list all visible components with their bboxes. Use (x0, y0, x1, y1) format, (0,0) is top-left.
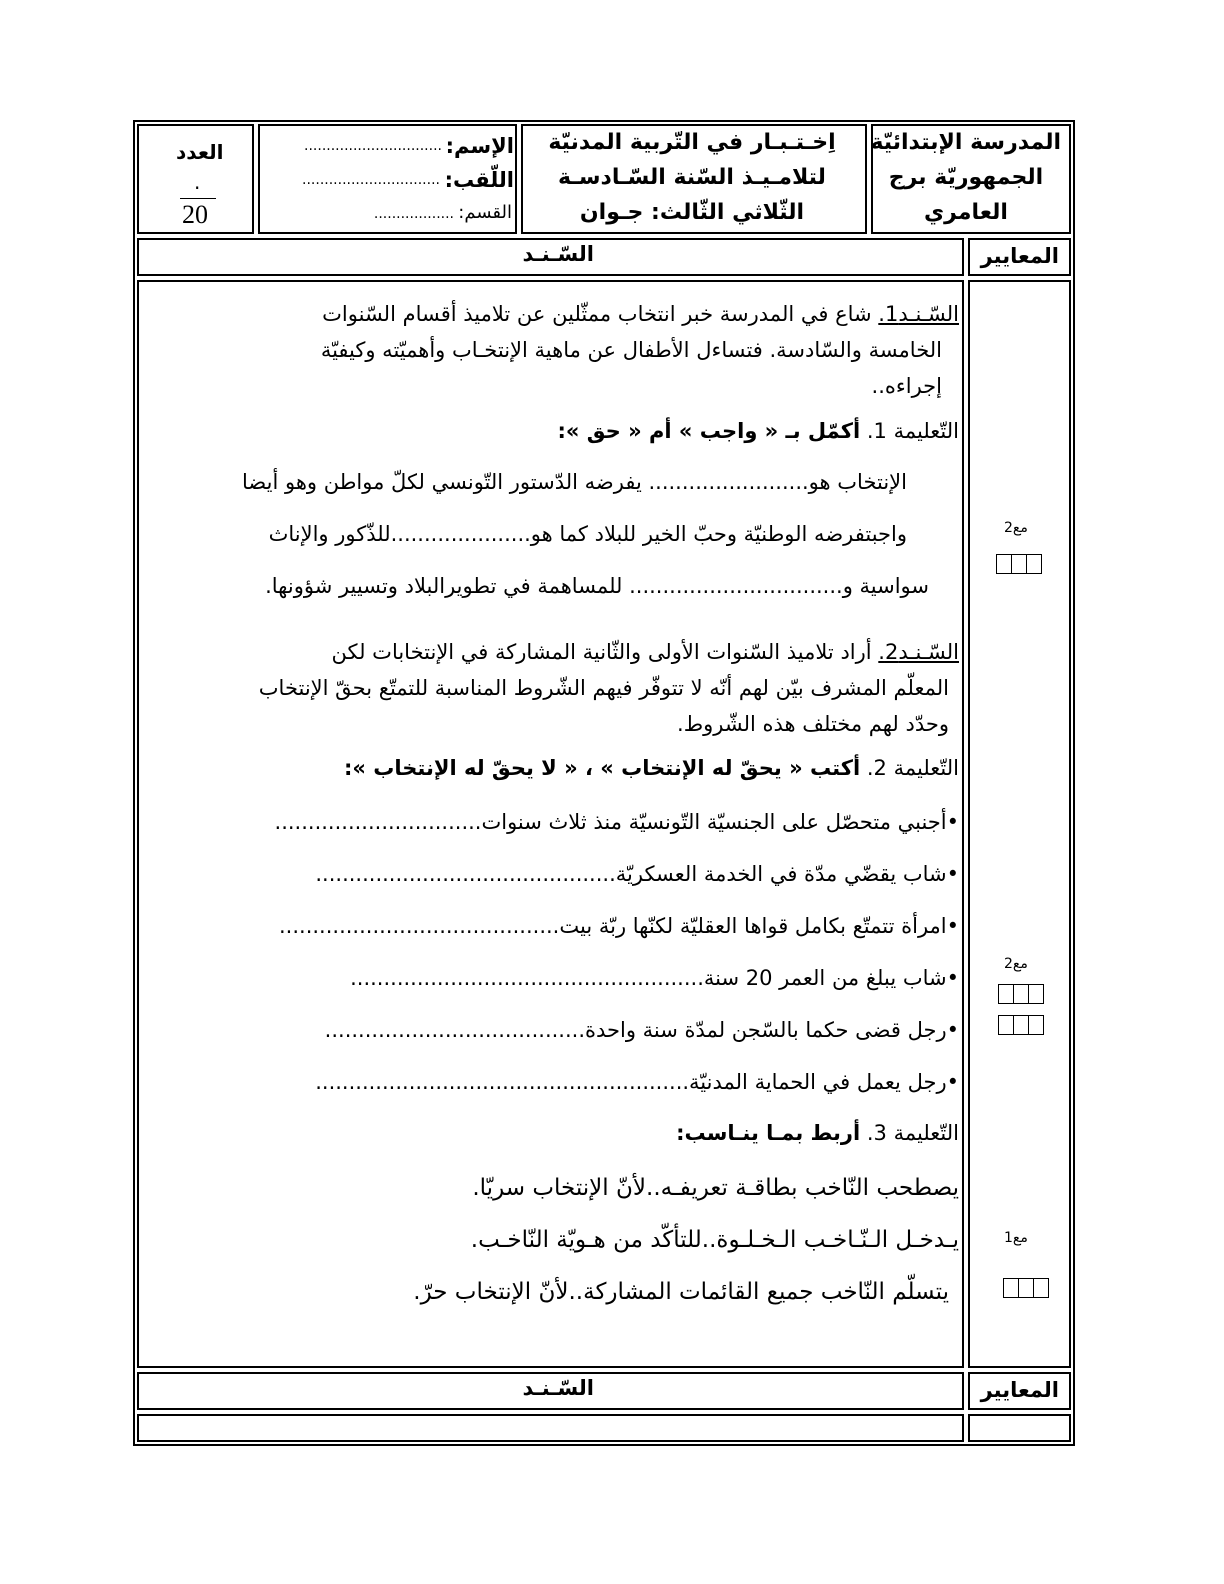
criterion-2-boxes-b[interactable] (999, 1015, 1044, 1035)
sanad2-line-1 (332, 640, 959, 664)
instruction3-text: أربط بمـا ينـاسب: (676, 1121, 861, 1145)
exam-title-line-2: لتلامـيـذ السّنة السّـادسـة (558, 165, 826, 190)
sanad2-label: السّـنـد2. (878, 640, 959, 664)
sanad2-line-3: وحدّد لهم مختلف هذه الشّروط. (677, 712, 949, 736)
sanad1-text-1: شاع في المدرسة خبر انتخاب ممثّلين عن تلاميذ أقسام السّنوات (322, 302, 872, 326)
instruction1-line-2[interactable]: واجبتفرضه الوطنيّة وحبّ الخير للبلاد كما هو.....................للذّكور والإناث (268, 522, 907, 546)
instruction2-item-2[interactable]: •شاب يقضّي مدّة في الخدمة العسكريّة............................................. (315, 862, 959, 886)
sanad1-line-1 (322, 302, 959, 326)
instruction2-prefix: التّعليمة 2. (866, 756, 959, 780)
instruction1-text: أكمّل بـ « واجب » أم « حق »: (557, 419, 861, 443)
sanad1-label: السّـنـد1. (878, 302, 959, 326)
exam-title-line-1: اِخـتـبـار في التّربية المدنيّة (548, 130, 836, 155)
name-field[interactable]: ............................... (304, 138, 442, 154)
instruction2-item-1[interactable]: •أجنبي متحصّل على الجنسيّة التّونسيّة منذ ثلاث سنوات............................... (274, 810, 959, 834)
score-total[interactable]: 20 (182, 200, 208, 229)
criterion-2-boxes-a[interactable] (999, 984, 1044, 1004)
instruction3-item-3[interactable]: يتسلّم النّاخب جميع القائمات المشاركة..لأنّ الإنتخاب حرّ. (413, 1279, 949, 1305)
instruction2-title (344, 756, 959, 780)
criterion-1-boxes[interactable] (997, 554, 1042, 574)
instruction1-prefix: التّعليمة 1. (866, 419, 959, 443)
criterion-3-label: مع1 (1004, 1230, 1028, 1246)
sanad-header: السّـنـد (522, 242, 594, 266)
instruction3-item-1[interactable]: يصطحب النّاخب بطاقـة تعريفـه..لأنّ الإنتخاب سريّا. (472, 1175, 959, 1201)
empty-content-cell (137, 1414, 964, 1442)
exam-title-line-3: الثّلاثي الثّالث: جـوان (579, 200, 805, 225)
surname-label: اللّقب: (444, 168, 514, 192)
criteria-footer: المعايير (980, 1378, 1059, 1402)
instruction2-item-5[interactable]: •رجل قضى حكما بالسّجن لمدّة سنة واحدة....................................... (324, 1018, 959, 1042)
empty-criteria-cell (968, 1414, 1071, 1442)
instruction1-line-1[interactable]: الإنتخاب هو........................ يفرضه الدّستور التّونسي لكلّ مواطن وهو أيضا (242, 470, 907, 494)
name-label: الإسم: (445, 134, 514, 158)
school-line-1: المدرسة الإبتدائيّة (870, 130, 1061, 155)
instruction2-item-3[interactable]: •امرأة تتمتّع بكامل قواها العقليّة لكنّها ربّة بيت.......................................... (279, 914, 959, 938)
sanad2-text-1: أراد تلاميذ السّنوات الأولى والثّانية المشاركة في الإنتخابات لكن (331, 640, 872, 664)
school-line-3: العامري (924, 200, 1008, 225)
instruction2-item-6[interactable]: •رجل يعمل في الحماية المدنيّة........................................................ (315, 1070, 959, 1094)
score-fraction-line (180, 198, 216, 199)
criteria-header: المعايير (980, 244, 1059, 268)
instruction1-title (557, 419, 959, 443)
school-line-2: الجمهوريّة برج (888, 165, 1044, 190)
instruction2-item-4[interactable]: •شاب يبلغ من العمر 20 سنة..................................................... (350, 966, 959, 990)
score-dot: . (194, 170, 201, 194)
criterion-1-label: مع2 (1004, 520, 1028, 536)
sanad-footer: السّـنـد (522, 1376, 594, 1400)
class-label: القسم: (458, 202, 512, 223)
instruction1-line-3[interactable]: سواسية و................................ للمساهمة في تطويرالبلاد وتسيير شؤونها. (265, 574, 929, 598)
sanad2-line-2: المعلّم المشرف بيّن لهم أنّه لا تتوفّر فيهم الشّروط المناسبة للتمتّع بحقّ الإنتخاب (258, 676, 949, 700)
instruction3-title (676, 1121, 959, 1145)
score-label: العدد (176, 140, 224, 164)
criterion-2-label: مع2 (1004, 956, 1028, 972)
criterion-3-boxes[interactable] (1004, 1278, 1049, 1298)
class-field[interactable]: .................. (373, 206, 454, 222)
instruction2-text: أكتب « يحقّ له الإنتخاب » ، « لا يحقّ له الإنتخاب »: (343, 756, 861, 780)
surname-field[interactable]: ............................... (302, 172, 440, 188)
instruction3-prefix: التّعليمة 3. (866, 1121, 959, 1145)
criteria-column (968, 280, 1071, 1368)
sanad1-line-3: إجراءه.. (871, 374, 942, 398)
instruction3-item-2[interactable]: يـدخـل الـنّـاخـب الـخـلـوة..للتأكّد من هـويّة النّاخـب. (470, 1227, 959, 1253)
sanad1-line-2: الخامسة والسّادسة. فتساءل الأطفال عن ماهية الإنتخـاب وأهميّته وكيفيّة (320, 338, 942, 362)
